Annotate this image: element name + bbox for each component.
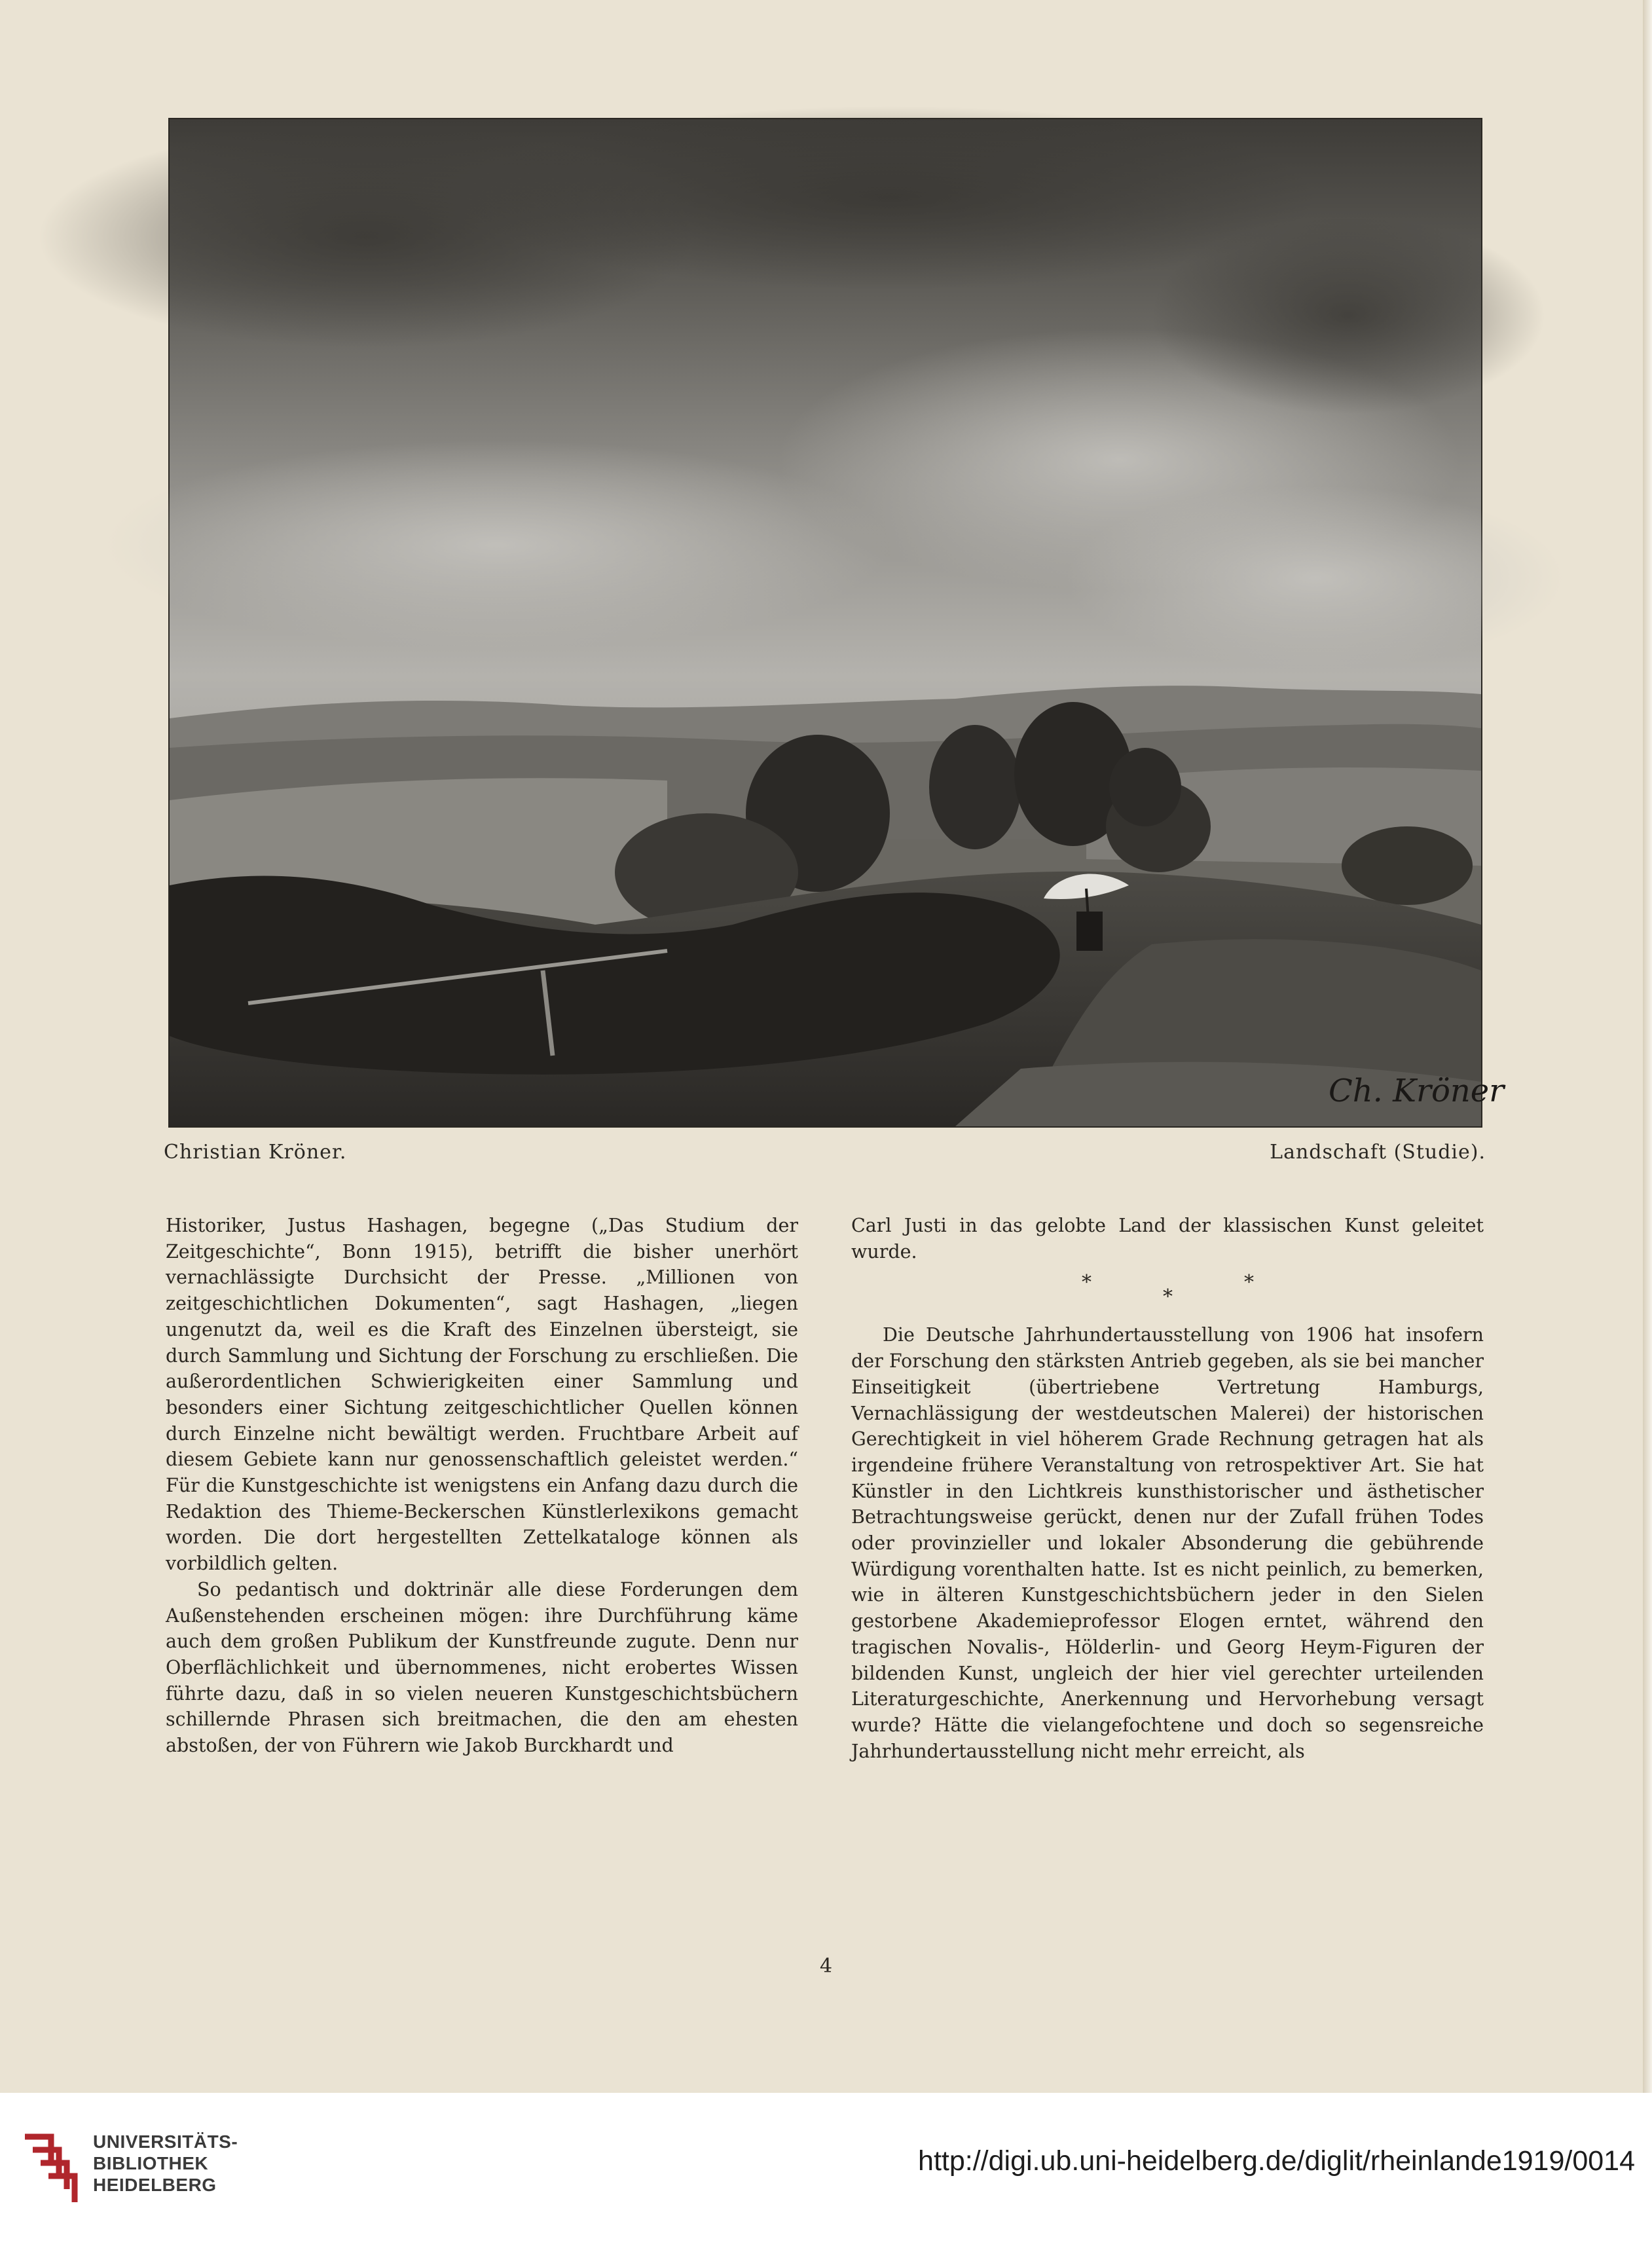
library-name-line: BIBLIOTHEK	[93, 2153, 209, 2173]
library-name	[93, 2131, 238, 2196]
painter-signature: Ch. Kröner	[1329, 1073, 1505, 1109]
section-separator	[851, 1264, 1484, 1322]
paragraph: Die Deutsche Jahrhundertausstellung von 1906 hat insofern der Forschung den stärksten Antrieb gegeben, als sie bei mancher Einseitigkeit (übertriebene Vertretung Hamburgs, Vernachlässigung der westdeutschen Malerei) der historischen Gerechtigkeit in viel höherem Grade Rechnung getragen hat als irgendeine frühere Veranstaltung von retrospektiver Art. Sie hat Künstler in den Lichtkreis kunsthistorischer und ästhetischer Betrachtungsweise gerückt, denen nur der Zufall frühen Todes oder provinzieller und lokaler Absonderung die gebührende Würdigung vorenthalten hatte. Ist es nicht peinlich, zu bemerken, wie in älteren Kunstgeschichtsbüchern jeder in den Sielen gestorbene Akademieprofessor Elogen erntet, während den tragischen Novalis-, Hölderlin- und Georg Heym-Figuren der bildenden Kunst, ungleich der hier viel gerechter urteilenden Literaturgeschichte, Anerkennung und Hervorhebung versagt wurde? Hätte die vielangefochtene und doch so segensreiche Jahrhundertausstellung nicht mehr erreicht, als	[851, 1324, 1484, 1762]
landscape-painting	[170, 119, 1505, 1126]
asterisk: *	[1082, 1271, 1092, 1295]
library-name-line: HEIDELBERG	[93, 2175, 217, 2195]
caption-title: Landschaft (Studie).	[1270, 1141, 1486, 1164]
caption-artist: Christian Kröner.	[164, 1141, 347, 1164]
asterisk: *	[1163, 1285, 1173, 1309]
page-number: 4	[819, 1955, 833, 1978]
asterisk: *	[1244, 1271, 1254, 1295]
paragraph: So pedantisch und doktrinär alle diese Forderungen dem Außenstehenden erscheinen mögen: ihre Durchführung käme auch dem großen Publikum der Kunstfreunde zugute. Denn nur Oberflächlichkeit und übernommenes, nicht erobertes Wissen führte dazu, daß in so vielen neueren Kunstgeschichtsbüchern schillernde Phrasen sich breitmachen, die den am ehesten abstoßen, der von Führern wie Jakob Burckhardt und	[166, 1578, 798, 1757]
paragraph: Carl Justi in das gelobte Land der klassischen Kunst geleitet wurde.	[851, 1215, 1484, 1263]
library-footer	[0, 2093, 1652, 2250]
page-edge	[1643, 0, 1652, 2093]
right-text-column	[851, 1213, 1484, 1764]
left-text-column	[166, 1213, 798, 1759]
source-url-link[interactable]: http://digi.ub.uni-heidelberg.de/diglit/rheinlande1919/0014	[918, 2145, 1635, 2177]
paragraph: Historiker, Justus Hashagen, begegne („Das Studium der Zeitgeschichte“, Bonn 1915), betrifft die bisher unerhört vernachlässigte Durchsicht der Presse. „Millionen von zeitgeschichtlichen Dokumenten“, sagt Hashagen, „liegen ungenutzt da, weil es die Kraft des Einzelnen übersteigt, sie durch Sammlung und Sichtung der Forschung zu erschließen. Die außerordentlichen Schwierigkeiten einer Sammlung und besonders einer Sichtung zeitgeschichtlicher Quellen können durch Einzelne nicht bewältigt werden. Fruchtbare Arbeit auf diesem Gebiete kann nur genossenschaftlich geleistet werden.“ Für die Kunstgeschichte ist wenigstens ein Anfang dazu durch die Redaktion des Thieme-Beckerschen Künstlerlexikons gemacht worden. Die dort hergestellten Zettelkataloge können als vorbildlich gelten.	[166, 1215, 798, 1575]
library-name-line: UNIVERSITÄTS-	[93, 2131, 238, 2152]
landscape-plate-image	[168, 118, 1505, 1128]
library-logo-icon	[18, 2127, 86, 2205]
